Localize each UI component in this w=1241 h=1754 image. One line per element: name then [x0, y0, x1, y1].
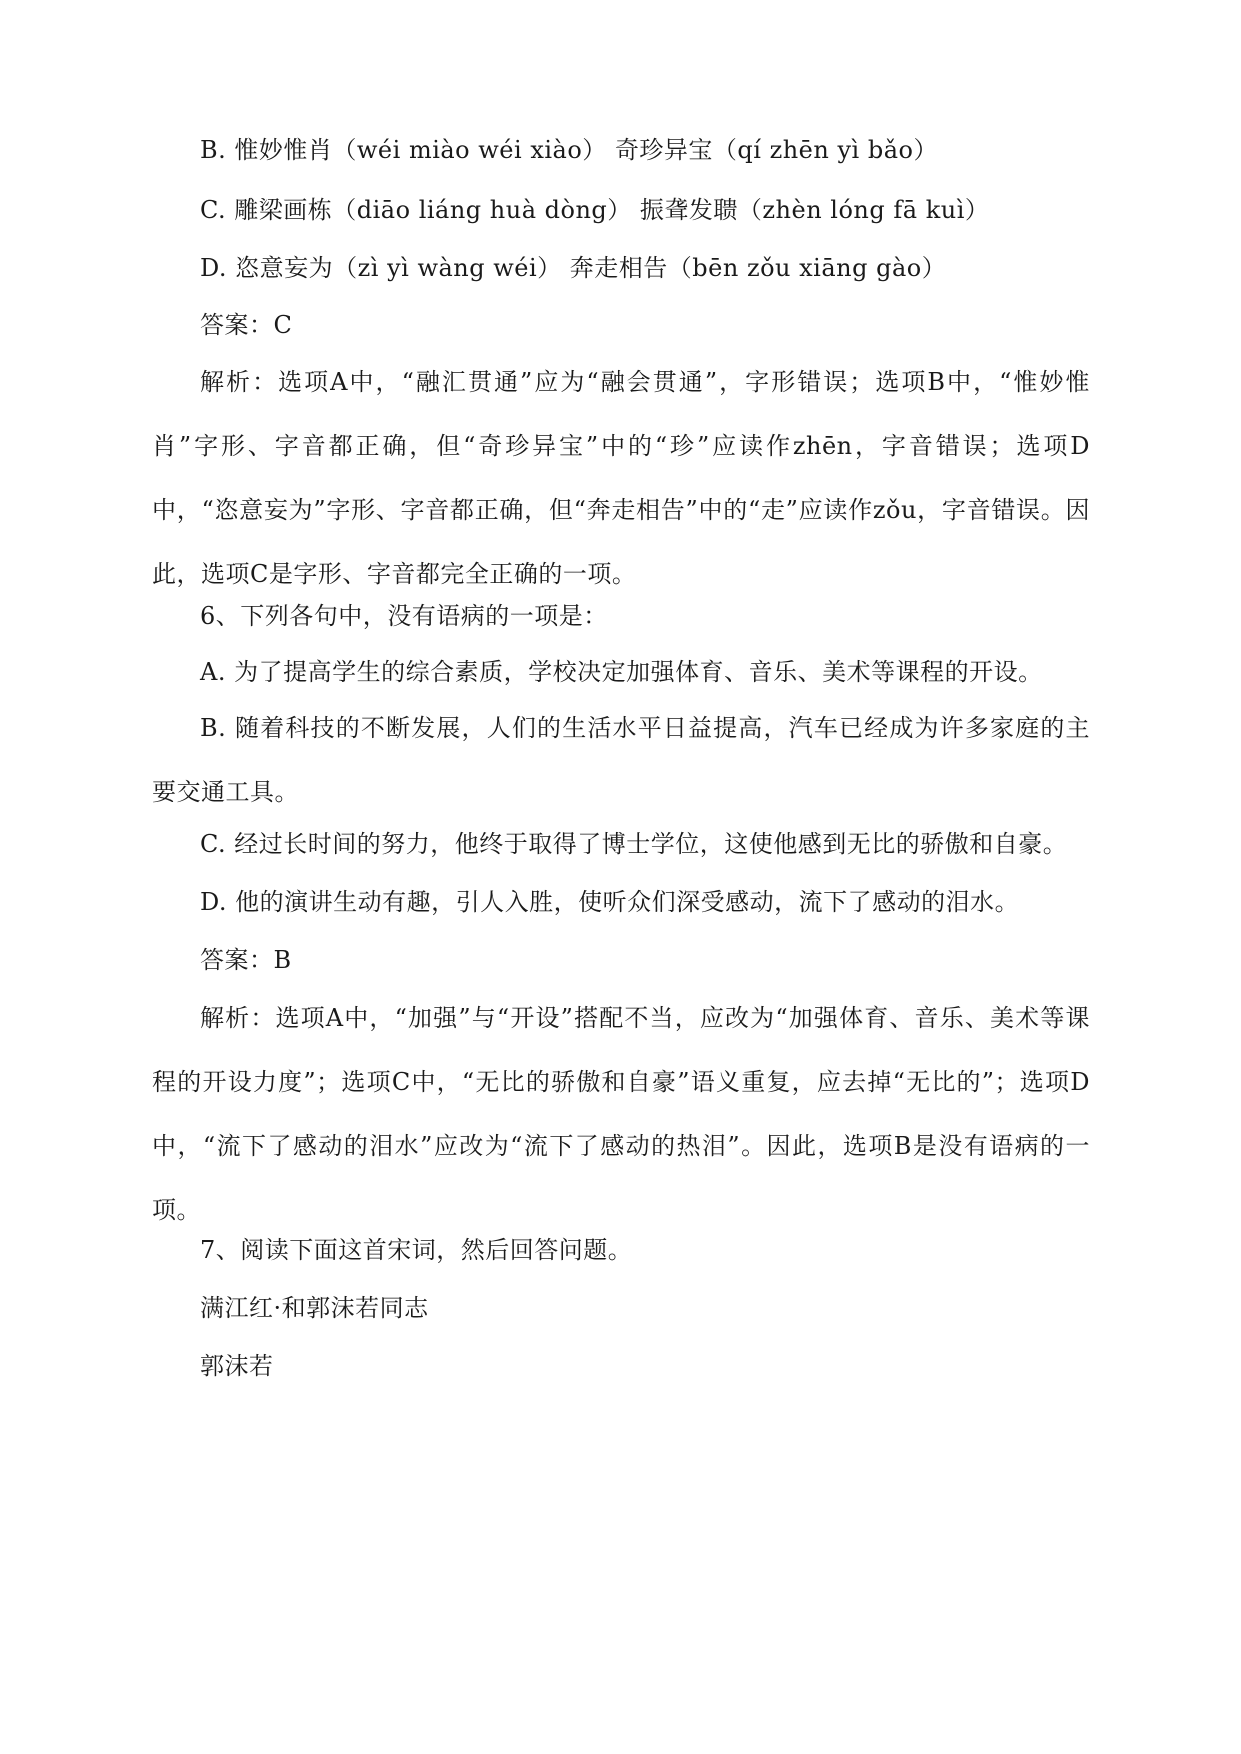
q6-answer: 答案：B [200, 946, 292, 974]
poem-author: 郭沫若 [200, 1352, 274, 1380]
q6-option-c: C. 经过长时间的努力，他终于取得了博士学位，这使他感到无比的骄傲和自豪。 [200, 830, 1068, 858]
q5-option-d: D. 恣意妄为（zì yì wàng wéi） 奔走相告（bēn zǒu xiāng gào） [200, 254, 947, 282]
q6-option-d: D. 他的演讲生动有趣，引人入胜，使听众们深受感动，流下了感动的泪水。 [200, 888, 1020, 916]
q6-option-a: A. 为了提高学生的综合素质，学校决定加强体育、音乐、美术等课程的开设。 [200, 658, 1043, 686]
q5-analysis: 解析：选项A中，“融汇贯通”应为“融会贯通”，字形错误；选项B中，“惟妙惟肖”字形、字音都正确，但“奇珍异宝”中的“珍”应读作zhēn，字音错误；选项D中，“恣意妄为”字形、字音都正确，但“奔走相告”中的“走”应读作zǒu，字音错误。因此，选项C是字形、字音都完全正确的一项。 [152, 368, 1090, 588]
q6-analysis: 解析：选项A中，“加强”与“开设”搭配不当，应改为“加强体育、音乐、美术等课程的开设力度”；选项C中，“无比的骄傲和自豪”语义重复，应去掉“无比的”；选项D中，“流下了感动的泪水”应改为“流下了感动的热泪”。因此，选项B是没有语病的一项。 [152, 1004, 1090, 1224]
poem-title: 满江红·和郭沫若同志 [200, 1294, 429, 1322]
q5-option-c: C. 雕梁画栋（diāo liáng huà dòng） 振聋发聩（zhèn lóng fā kuì） [200, 196, 990, 224]
q5-answer: 答案：C [200, 311, 293, 339]
q7-stem: 7、阅读下面这首宋词，然后回答问题。 [200, 1236, 633, 1264]
q6-option-b: B. 随着科技的不断发展，人们的生活水平日益提高，汽车已经成为许多家庭的主要交通工具。 [152, 714, 1090, 806]
q6-stem: 6、下列各句中，没有语病的一项是： [200, 602, 608, 630]
q5-option-b: B. 惟妙惟肖（wéi miào wéi xiào） 奇珍异宝（qí zhēn yì bǎo） [200, 136, 938, 164]
